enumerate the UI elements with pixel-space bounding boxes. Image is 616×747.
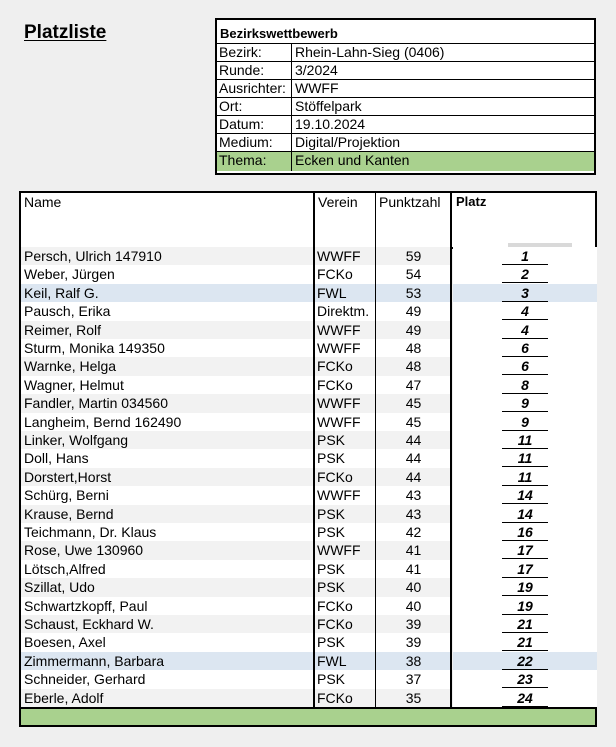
cell-platz xyxy=(453,247,597,265)
cell-verein: FCKo xyxy=(315,357,375,375)
cell-name: Dorstert,Horst xyxy=(21,468,315,486)
cell-name: Warnke, Helga xyxy=(21,357,315,375)
table-row xyxy=(21,468,595,486)
cell-platz xyxy=(453,302,597,320)
cell-platz-value: 6 xyxy=(502,358,548,375)
cell-verein: WWFF xyxy=(315,394,375,412)
cell-punktzahl: 48 xyxy=(376,357,451,375)
cell-verein: FWL xyxy=(315,284,375,302)
cell-platz xyxy=(453,265,597,283)
cell-platz-value: 4 xyxy=(502,303,548,320)
cell-punktzahl: 49 xyxy=(376,302,451,320)
table-row xyxy=(21,357,595,375)
info-label: Medium: xyxy=(217,134,292,151)
cell-verein: PSK xyxy=(315,578,375,596)
info-value: WWFF xyxy=(295,80,339,96)
cell-punktzahl: 39 xyxy=(376,633,451,651)
cell-verein: FCKo xyxy=(315,468,375,486)
table-row xyxy=(21,597,595,615)
info-label: Ort: xyxy=(217,98,292,115)
cell-platz xyxy=(453,486,597,504)
cell-platz xyxy=(453,615,597,633)
cell-platz xyxy=(453,357,597,375)
info-value: Ecken und Kanten xyxy=(295,152,410,168)
cell-platz-value: 2 xyxy=(502,266,548,283)
table-row xyxy=(21,523,595,541)
cell-punktzahl: 44 xyxy=(376,449,451,467)
cell-platz-value: 11 xyxy=(502,469,548,486)
cell-platz-value: 8 xyxy=(502,377,548,394)
header-punktzahl: Punktzahl xyxy=(379,194,441,210)
cell-punktzahl: 40 xyxy=(376,597,451,615)
cell-platz-value: 6 xyxy=(502,340,548,357)
info-value: 3/2024 xyxy=(295,62,338,78)
table-row xyxy=(21,376,595,394)
col-divider xyxy=(450,193,452,725)
cell-verein: Direktm. xyxy=(315,302,375,320)
cell-platz-value: 3 xyxy=(502,285,548,302)
cell-verein: PSK xyxy=(315,431,375,449)
cell-punktzahl: 49 xyxy=(376,321,451,339)
cell-platz xyxy=(453,505,597,523)
info-row xyxy=(217,134,594,152)
cell-platz xyxy=(453,284,597,302)
info-value: Stöffelpark xyxy=(295,98,362,114)
table-row xyxy=(21,652,595,670)
cell-verein: FCKo xyxy=(315,376,375,394)
info-value: 19.10.2024 xyxy=(295,116,366,132)
cell-name: Wagner, Helmut xyxy=(21,376,315,394)
cell-name: Reimer, Rolf xyxy=(21,321,315,339)
info-label: Ausrichter: xyxy=(217,80,292,97)
cell-platz-value: 17 xyxy=(502,561,548,578)
cell-punktzahl: 45 xyxy=(376,413,451,431)
page-title: Platzliste xyxy=(24,22,107,43)
cell-name: Lötsch,Alfred xyxy=(21,560,315,578)
info-label: Thema: xyxy=(217,152,292,171)
cell-punktzahl: 43 xyxy=(376,486,451,504)
cell-platz xyxy=(453,541,597,559)
cell-punktzahl: 41 xyxy=(376,560,451,578)
table-row xyxy=(21,431,595,449)
table-footer-bar xyxy=(21,707,595,725)
info-row xyxy=(217,44,594,62)
table-row xyxy=(21,394,595,412)
table-row xyxy=(21,265,595,283)
cell-platz-value: 11 xyxy=(502,450,548,467)
cell-platz xyxy=(453,449,597,467)
table-row xyxy=(21,321,595,339)
cell-verein: PSK xyxy=(315,505,375,523)
cell-platz xyxy=(453,652,597,670)
cell-name: Rose, Uwe 130960 xyxy=(21,541,315,559)
cell-verein: FCKo xyxy=(315,597,375,615)
table-row xyxy=(21,670,595,688)
table-row xyxy=(21,541,595,559)
cell-name: Persch, Ulrich 147910 xyxy=(21,247,315,265)
table-row xyxy=(21,633,595,651)
cell-punktzahl: 35 xyxy=(376,689,451,707)
cell-platz xyxy=(453,394,597,412)
cell-punktzahl: 37 xyxy=(376,670,451,688)
col-divider xyxy=(313,193,315,725)
cell-verein: FWL xyxy=(315,652,375,670)
cell-verein: PSK xyxy=(315,449,375,467)
cell-platz-value: 9 xyxy=(502,395,548,412)
cell-name: Krause, Bernd xyxy=(21,505,315,523)
cell-name: Schaust, Eckhard W. xyxy=(21,615,315,633)
cell-punktzahl: 45 xyxy=(376,394,451,412)
cell-platz-value: 19 xyxy=(502,598,548,615)
table-row xyxy=(21,615,595,633)
info-label: Datum: xyxy=(217,116,292,133)
cell-platz-value: 11 xyxy=(502,432,548,449)
cell-verein: PSK xyxy=(315,523,375,541)
table-row xyxy=(21,449,595,467)
cell-name: Teichmann, Dr. Klaus xyxy=(21,523,315,541)
info-row xyxy=(217,116,594,134)
competition-info-box xyxy=(215,18,596,175)
cell-platz xyxy=(453,597,597,615)
cell-platz xyxy=(453,560,597,578)
table-row xyxy=(21,247,595,265)
cell-name: Sturm, Monika 149350 xyxy=(21,339,315,357)
info-row xyxy=(217,62,594,80)
cell-punktzahl: 40 xyxy=(376,578,451,596)
cell-verein: PSK xyxy=(315,560,375,578)
header-platz: Platz xyxy=(456,194,487,209)
cell-name: Weber, Jürgen xyxy=(21,265,315,283)
cell-name: Keil, Ralf G. xyxy=(21,284,315,302)
cell-verein: PSK xyxy=(315,670,375,688)
cell-punktzahl: 44 xyxy=(376,431,451,449)
cell-platz-value: 14 xyxy=(502,506,548,523)
cell-verein: FCKo xyxy=(315,265,375,283)
cell-platz-value: 21 xyxy=(502,634,548,651)
cell-platz xyxy=(453,321,597,339)
cell-verein: WWFF xyxy=(315,321,375,339)
cell-punktzahl: 41 xyxy=(376,541,451,559)
header-name: Name xyxy=(24,194,62,210)
cell-punktzahl: 59 xyxy=(376,247,451,265)
cell-platz-value: 19 xyxy=(502,579,548,596)
cell-platz xyxy=(453,413,597,431)
table-row xyxy=(21,578,595,596)
info-header: Bezirkswettbewerb xyxy=(217,20,594,44)
cell-verein: PSK xyxy=(315,633,375,651)
table-row xyxy=(21,413,595,431)
cell-name: Eberle, Adolf xyxy=(21,689,315,707)
cell-name: Pausch, Erika xyxy=(21,302,315,320)
cell-platz-value: 17 xyxy=(502,542,548,559)
table-row xyxy=(21,302,595,320)
cell-platz xyxy=(453,523,597,541)
cell-punktzahl: 39 xyxy=(376,615,451,633)
cell-name: Linker, Wolfgang xyxy=(21,431,315,449)
cell-platz xyxy=(453,339,597,357)
cell-verein: FCKo xyxy=(315,615,375,633)
header-verein: Verein xyxy=(318,194,358,210)
cell-platz-value: 4 xyxy=(502,322,548,339)
info-value: Rhein-Lahn-Sieg (0406) xyxy=(295,44,445,60)
info-row xyxy=(217,98,594,116)
cell-platz xyxy=(453,578,597,596)
table-row xyxy=(21,339,595,357)
table-row xyxy=(21,284,595,302)
cell-verein: WWFF xyxy=(315,486,375,504)
cell-name: Schwartzkopff, Paul xyxy=(21,597,315,615)
cell-verein: FCKo xyxy=(315,689,375,707)
cell-name: Schneider, Gerhard xyxy=(21,670,315,688)
cell-platz xyxy=(453,468,597,486)
cell-platz xyxy=(453,633,597,651)
cell-name: Zimmermann, Barbara xyxy=(21,652,315,670)
info-label: Runde: xyxy=(217,62,292,79)
cell-punktzahl: 47 xyxy=(376,376,451,394)
cell-punktzahl: 54 xyxy=(376,265,451,283)
info-row xyxy=(217,152,594,171)
cell-verein: WWFF xyxy=(315,541,375,559)
cell-name: Doll, Hans xyxy=(21,449,315,467)
table-row xyxy=(21,505,595,523)
cell-name: Boesen, Axel xyxy=(21,633,315,651)
cell-name: Schürg, Berni xyxy=(21,486,315,504)
cell-name: Fandler, Martin 034560 xyxy=(21,394,315,412)
table-header xyxy=(21,193,595,249)
cell-punktzahl: 38 xyxy=(376,652,451,670)
info-label: Bezirk: xyxy=(217,44,292,61)
cell-verein: WWFF xyxy=(315,339,375,357)
ranking-table xyxy=(19,191,597,727)
cell-platz-value: 22 xyxy=(502,653,548,670)
cell-punktzahl: 44 xyxy=(376,468,451,486)
cell-verein: WWFF xyxy=(315,413,375,431)
cell-name: Szillat, Udo xyxy=(21,578,315,596)
info-row xyxy=(217,80,594,98)
cell-punktzahl: 53 xyxy=(376,284,451,302)
info-value: Digital/Projektion xyxy=(295,134,401,150)
cell-platz-value: 24 xyxy=(502,690,548,707)
cell-platz-value: 9 xyxy=(502,414,548,431)
col-divider xyxy=(375,193,376,725)
cell-platz-value: 16 xyxy=(502,524,548,541)
table-row xyxy=(21,486,595,504)
cell-platz xyxy=(453,376,597,394)
cell-platz-value: 1 xyxy=(502,248,548,265)
cell-platz xyxy=(453,689,597,707)
table-row xyxy=(21,689,595,707)
cell-name: Langheim, Bernd 162490 xyxy=(21,413,315,431)
cell-platz xyxy=(453,431,597,449)
cell-punktzahl: 42 xyxy=(376,523,451,541)
cell-platz-value: 23 xyxy=(502,671,548,688)
table-row xyxy=(21,560,595,578)
cell-punktzahl: 48 xyxy=(376,339,451,357)
cell-punktzahl: 43 xyxy=(376,505,451,523)
cell-platz-value: 14 xyxy=(502,487,548,504)
cell-platz-value: 21 xyxy=(502,616,548,633)
cell-platz xyxy=(453,670,597,688)
cell-verein: WWFF xyxy=(315,247,375,265)
